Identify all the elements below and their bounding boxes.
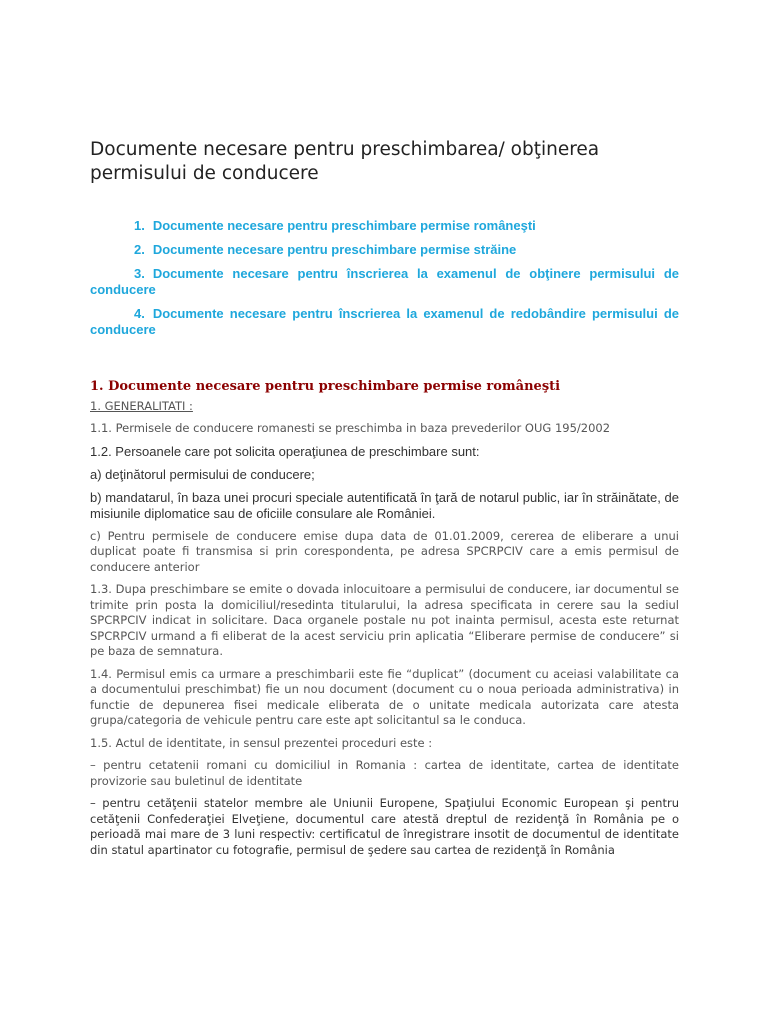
toc-item-3[interactable] [90,266,679,298]
paragraph-1-2: 1.2. Persoanele care pot solicita operaţiunea de preschimbare sunt: [90,443,480,459]
toc-item-number: 3. [134,266,145,281]
toc-item-text: Documente necesare pentru înscrierea la examenul de redobândire permisului de conducere [90,306,679,337]
paragraph-1-3: 1.3. Dupa preschimbare se emite o dovada inlocuitoare a permisului de conducere, iar documentul se trimite prin posta la domiciliul/resedinta titularului, la adresa specificata in cerere sau la sediul SPCRPCIV indicat in solicitare. Daca organele postale nu pot inainta permisul, acesta este returnat SPCRPCIV urmand a fi eliberat de la acest serviciu prin aplicatia “Eliberare permise de conducere” si pe baza de semnatura. [90,582,679,658]
paragraph-a: a) deţinătorul permisului de conducere; [90,466,315,482]
toc-item-4[interactable] [90,306,679,338]
paragraph-1-4: 1.4. Permisul emis ca urmare a preschimbarii este fie “duplicat” (document cu aceiasi valabilitate ca a documentului preschimbat) fie un nou document (document cu o noua perioada administrativa) in functie de depunerea fisei medicale eliberata de o unitate medicala autorizata care atesta grupa/categoria de vehicule pentru care este apt solicitantul sa le conduca. [90,666,679,727]
paragraph-c: c) Pentru permisele de conducere emise dupa data de 01.01.2009, cererea de eliberare a unui duplicat poate fi transmisa si prin corespondenta, pe adresa SPCRPCIV care a emis permisul de conducere anterior [90,528,679,574]
paragraph-1-5: 1.5. Actul de identitate, in sensul prezentei proceduri este : [90,735,433,750]
toc-item-number: 4. [134,306,145,321]
toc-item-number: 1. [134,218,145,233]
toc-item-1[interactable] [90,218,679,234]
document-title: Documente necesare pentru preschimbarea/ obţinerea permisului de conducere [90,139,600,184]
toc-item-text: Documente necesare pentru preschimbare permise străine [152,242,517,257]
paragraph-romanian-citizens: – pentru cetatenii romani cu domiciliul in Romania : cartea de identitate, cartea de identitate provizorie sau buletinul de identitate [90,758,679,788]
section-heading: 1. Documente necesare pentru preschimbare permise româneşti [90,379,561,394]
table-of-contents [90,218,679,338]
paragraph-1-1: 1.1. Permisele de conducere romanesti se preschimba in baza prevederilor OUG 195/2002 [90,421,611,435]
toc-item-text: Documente necesare pentru preschimbare permise româneşti [152,218,536,233]
section-subheading: 1. GENERALITATI : [90,399,193,413]
toc-item-2[interactable] [90,242,679,258]
toc-item-text: Documente necesare pentru înscrierea la examenul de obţinere permisului de conducere [90,266,679,297]
paragraph-b: b) mandatarul, în baza unei procuri speciale autentificată în ţară de notarul public, iar în străinătate, de misiunile diplomatice sau de oficiile consulare ale României. [90,489,679,521]
toc-item-number: 2. [134,242,145,257]
paragraph-eu-citizens: – pentru cetăţenii statelor membre ale Uniunii Europene, Spaţiului Economic European şi pentru cetăţenii Confederaţiei Elveţiene, documentul care atestă dreptul de rezidenţă în România pe o perioadă mai mare de 3 luni respectiv: certificatul de înregistrare insotit de documentul de identitate din statul apartinator cu fotografie, permisul de şedere sau cartea de rezidenţă în România [90,796,679,857]
